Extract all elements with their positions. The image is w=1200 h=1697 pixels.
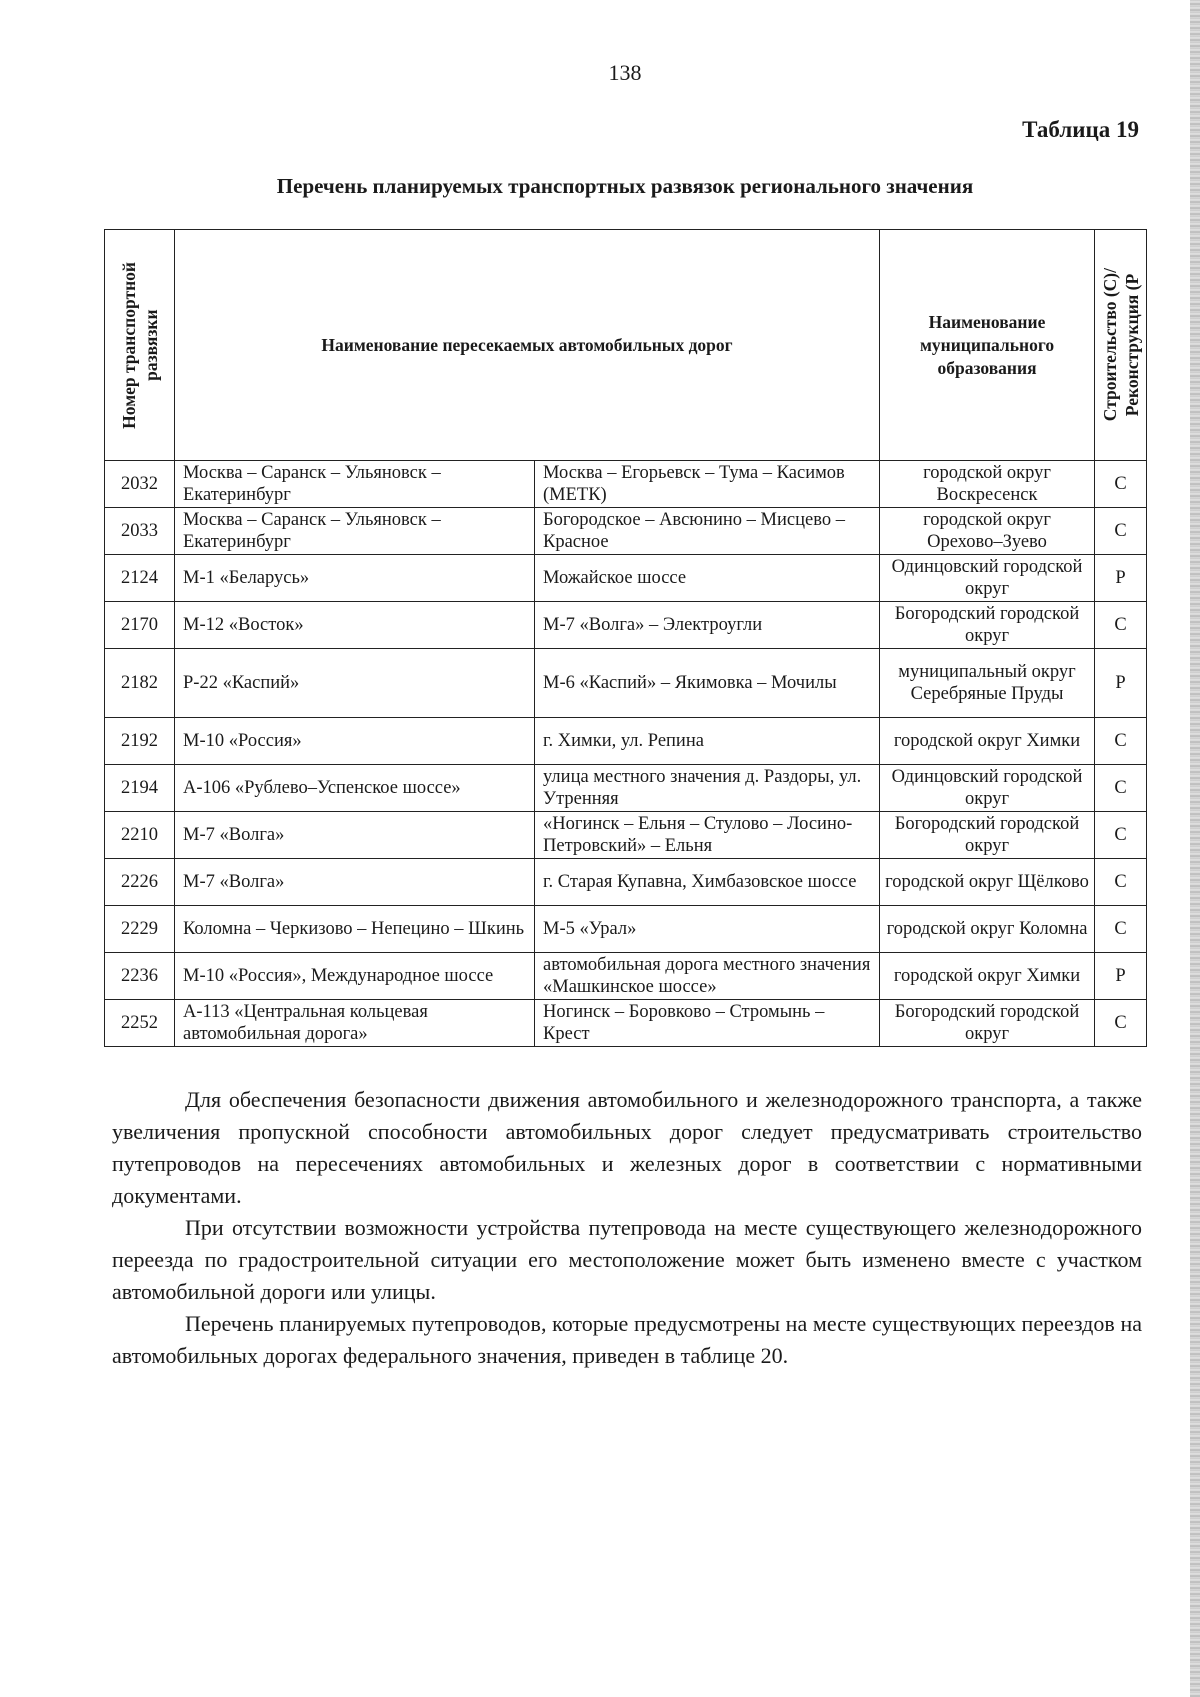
junction-number-cell: 2032 (105, 461, 175, 508)
table-header-row (105, 230, 1147, 461)
table-row (105, 602, 1147, 649)
paragraph: Перечень планируемых путепроводов, которые предусмотрены на месте существующих переездов на автомобильных дорогах федерального значения, приведен в таблице 20. (112, 1311, 1142, 1368)
municipality-cell: городской округ Орехово–Зуево (880, 508, 1095, 555)
road-1-cell: А-106 «Рублево–Успенское шоссе» (175, 765, 535, 812)
work-type-cell: С (1095, 1000, 1147, 1047)
road-1-cell: Коломна – Черкизово – Непецино – Шкинь (175, 906, 535, 953)
road-2-cell: Ногинск – Боровково – Стромынь – Крест (535, 1000, 880, 1047)
header-type-label: Строительство (С)/ Реконструкция (Р (1099, 268, 1142, 422)
road-2-cell: М-7 «Волга» – Электроугли (535, 602, 880, 649)
road-1-cell: М-10 «Россия», Международное шоссе (175, 953, 535, 1000)
page-number: 138 (608, 60, 642, 85)
junction-number-cell: 2192 (105, 718, 175, 765)
municipality-cell: городской округ Химки (880, 953, 1095, 1000)
road-1-cell: М-7 «Волга» (175, 859, 535, 906)
body-text (112, 1084, 1142, 1372)
paragraph: При отсутствии возможности устройства путепровода на месте существующего железнодорожного переезда по градостроительной ситуации его местоположение может быть изменено вместе с участком автомобильной дороги или улицы. (112, 1215, 1142, 1304)
work-type-cell: С (1095, 906, 1147, 953)
road-2-cell: Богородское – Авсюнино – Мисцево – Красное (535, 508, 880, 555)
junction-number-cell: 2229 (105, 906, 175, 953)
work-type-cell: Р (1095, 649, 1147, 718)
table-row (105, 718, 1147, 765)
road-2-cell: Можайское шоссе (535, 555, 880, 602)
work-type-cell: С (1095, 461, 1147, 508)
municipality-cell: Одинцовский городской округ (880, 765, 1095, 812)
junction-number-cell: 2226 (105, 859, 175, 906)
header-municipality: Наименование муниципального образования (880, 230, 1095, 461)
header-number (105, 230, 175, 461)
table-row (105, 765, 1147, 812)
table-row (105, 953, 1147, 1000)
junction-number-cell: 2033 (105, 508, 175, 555)
road-2-cell: г. Старая Купавна, Химбазовское шоссе (535, 859, 880, 906)
road-2-cell: «Ногинск – Ельня – Стулово – Лосино-Петровский» – Ельня (535, 812, 880, 859)
table-title: Перечень планируемых транспортных развязок регионального значения (276, 174, 974, 198)
road-1-cell: Р-22 «Каспий» (175, 649, 535, 718)
work-type-cell: Р (1095, 953, 1147, 1000)
road-2-cell: М-5 «Урал» (535, 906, 880, 953)
table-row (105, 461, 1147, 508)
junction-number-cell: 2236 (105, 953, 175, 1000)
junction-number-cell: 2210 (105, 812, 175, 859)
municipality-cell: Богородский городской округ (880, 602, 1095, 649)
road-2-cell: г. Химки, ул. Репина (535, 718, 880, 765)
municipality-cell: Одинцовский городской округ (880, 555, 1095, 602)
interchange-table (104, 229, 1147, 1047)
work-type-cell: С (1095, 765, 1147, 812)
municipality-cell: городской округ Коломна (880, 906, 1095, 953)
municipality-cell: муниципальный округ Серебряные Пруды (880, 649, 1095, 718)
road-1-cell: М-12 «Восток» (175, 602, 535, 649)
header-number-label: Номер транспортной развязки (118, 261, 161, 429)
work-type-cell: С (1095, 812, 1147, 859)
work-type-cell: С (1095, 602, 1147, 649)
table-body (105, 461, 1147, 1047)
municipality-cell: Богородский городской округ (880, 1000, 1095, 1047)
municipality-cell: городской округ Воскресенск (880, 461, 1095, 508)
road-1-cell: Москва – Саранск – Ульяновск – Екатеринбург (175, 461, 535, 508)
road-1-cell: А-113 «Центральная кольцевая автомобильная дорога» (175, 1000, 535, 1047)
scan-edge (1190, 0, 1200, 1697)
junction-number-cell: 2170 (105, 602, 175, 649)
work-type-cell: С (1095, 859, 1147, 906)
road-2-cell: Москва – Егорьевск – Тума – Касимов (МЕТК) (535, 461, 880, 508)
table-row (105, 812, 1147, 859)
table-row (105, 649, 1147, 718)
paragraph: Для обеспечения безопасности движения автомобильного и железнодорожного транспорта, а также увеличения пропускной способности автомобильных дорог следует предусматривать строительство путепроводов на пересечениях автомобильных и железных дорог в соответствии с нормативными документами. (112, 1087, 1142, 1208)
table-row (105, 1000, 1147, 1047)
road-1-cell: Москва – Саранск – Ульяновск – Екатеринбург (175, 508, 535, 555)
road-1-cell: М-1 «Беларусь» (175, 555, 535, 602)
work-type-cell: Р (1095, 555, 1147, 602)
header-roads: Наименование пересекаемых автомобильных дорог (175, 230, 880, 461)
road-1-cell: М-7 «Волга» (175, 812, 535, 859)
table-row (105, 859, 1147, 906)
table-row (105, 508, 1147, 555)
road-1-cell: М-10 «Россия» (175, 718, 535, 765)
header-type (1095, 230, 1147, 461)
table-row (105, 906, 1147, 953)
junction-number-cell: 2252 (105, 1000, 175, 1047)
road-2-cell: М-6 «Каспий» – Якимовка – Мочилы (535, 649, 880, 718)
junction-number-cell: 2182 (105, 649, 175, 718)
municipality-cell: городской округ Химки (880, 718, 1095, 765)
table-row (105, 555, 1147, 602)
work-type-cell: С (1095, 508, 1147, 555)
road-2-cell: улица местного значения д. Раздоры, ул. Утренняя (535, 765, 880, 812)
municipality-cell: городской округ Щёлково (880, 859, 1095, 906)
junction-number-cell: 2124 (105, 555, 175, 602)
road-2-cell: автомобильная дорога местного значения «Машкинское шоссе» (535, 953, 880, 1000)
junction-number-cell: 2194 (105, 765, 175, 812)
table-label: Таблица 19 (1022, 117, 1139, 142)
municipality-cell: Богородский городской округ (880, 812, 1095, 859)
work-type-cell: С (1095, 718, 1147, 765)
